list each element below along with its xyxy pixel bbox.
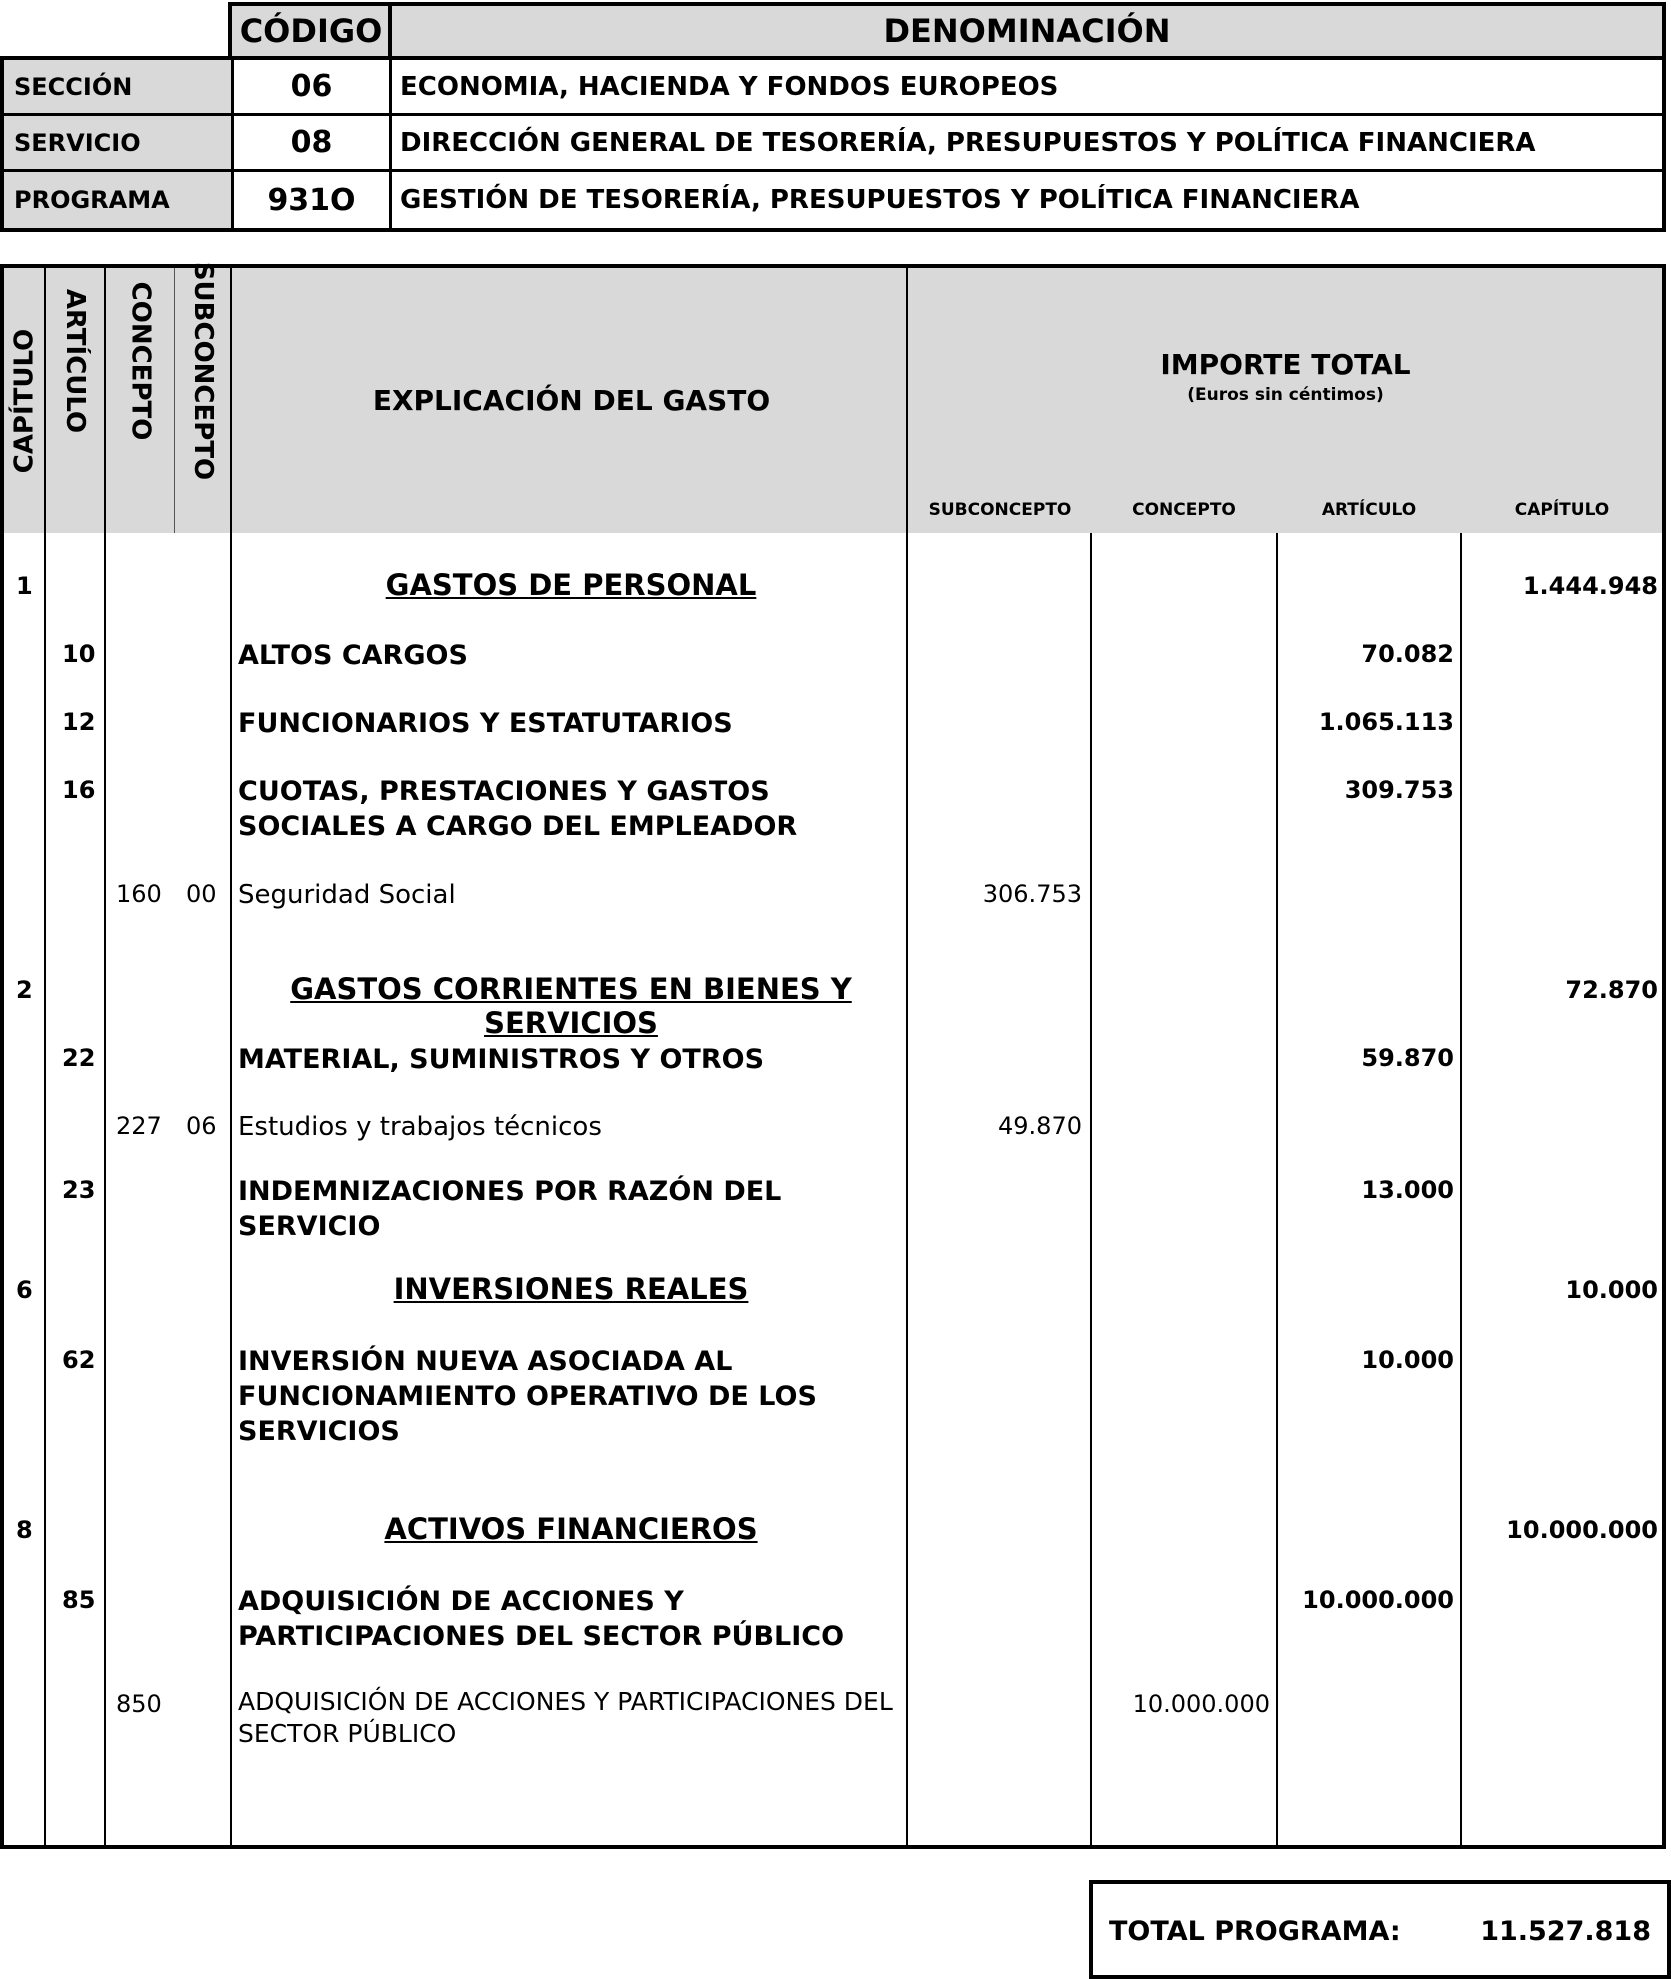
servicio-label: SERVICIO xyxy=(4,116,234,169)
importe-total-head xyxy=(909,348,1662,405)
seccion-code: 06 xyxy=(234,60,392,113)
subconcepto-col-label: SUBCONCEPTO xyxy=(188,261,218,480)
row-articulo-code: 22 xyxy=(62,1044,96,1072)
row-articulo-code: 16 xyxy=(62,776,96,804)
concepto-col-head xyxy=(106,228,174,493)
col-divider xyxy=(1276,533,1278,1845)
importe-title: IMPORTE TOTAL xyxy=(1160,348,1411,381)
programa-label: PROGRAMA xyxy=(4,172,234,228)
articulo-amount-head: ARTÍCULO xyxy=(1321,500,1417,520)
row-articulo-amount: 309.753 xyxy=(1344,776,1454,804)
col-divider xyxy=(1090,533,1092,1845)
row-capitulo-code: 1 xyxy=(16,572,33,600)
col-divider xyxy=(104,268,106,1845)
row-articulo-amount: 70.082 xyxy=(1361,640,1454,668)
importe-subtitle: (Euros sin céntimos) xyxy=(1187,385,1384,405)
row-capitulo-title: GASTOS DE PERSONAL xyxy=(385,568,757,602)
row-articulo-desc: INDEMNIZACIONES POR RAZÓN DEL SERVICIO xyxy=(238,1176,782,1242)
row-articulo-desc: MATERIAL, SUMINISTROS Y OTROS xyxy=(238,1044,765,1075)
programa-desc: GESTIÓN DE TESORERÍA, PRESUPUESTOS Y POLÍTICA FINANCIERA xyxy=(400,185,1360,215)
denominacion-header: DENOMINACIÓN xyxy=(388,2,1666,60)
row-capitulo-title: INVERSIONES REALES xyxy=(393,1272,749,1306)
subconcepto-col-head xyxy=(176,238,230,503)
row-capitulo-amount: 10.000 xyxy=(1565,1276,1658,1304)
total-value: 11.527.818 xyxy=(1480,1916,1651,1947)
row-articulo-amount: 1.065.113 xyxy=(1318,708,1454,736)
capitulo-amount-head: CAPÍTULO xyxy=(1514,500,1610,520)
row-articulo-code: 85 xyxy=(62,1586,96,1614)
row-capitulo-code: 8 xyxy=(16,1516,33,1544)
concepto-col-label: CONCEPTO xyxy=(125,281,155,440)
row-concepto-desc: ADQUISICIÓN DE ACCIONES Y PARTICIPACIONES DEL SECTOR PÚBLICO xyxy=(238,1687,893,1748)
identification-rows xyxy=(0,56,1666,232)
servicio-row xyxy=(4,116,1662,172)
seccion-row xyxy=(4,60,1662,116)
row-capitulo-code: 6 xyxy=(16,1276,33,1304)
col-divider xyxy=(230,268,232,1845)
row-articulo-amount: 13.000 xyxy=(1361,1176,1454,1204)
row-articulo-code: 10 xyxy=(62,640,96,668)
row-articulo-amount: 59.870 xyxy=(1361,1044,1454,1072)
codigo-header: CÓDIGO xyxy=(228,2,390,60)
row-capitulo-title: ACTIVOS FINANCIEROS xyxy=(384,1512,758,1546)
row-articulo-desc: ALTOS CARGOS xyxy=(238,640,468,671)
concepto-amount-head: CONCEPTO xyxy=(1132,500,1236,520)
articulo-col-head xyxy=(46,228,104,493)
seccion-label: SECCIÓN xyxy=(4,60,234,113)
row-subconcepto-amount: 306.753 xyxy=(982,880,1082,908)
row-articulo-desc: CUOTAS, PRESTACIONES Y GASTOS SOCIALES A CARGO DEL EMPLEADOR xyxy=(238,776,798,842)
row-articulo-code: 23 xyxy=(62,1176,96,1204)
col-divider xyxy=(174,268,175,533)
subconcepto-amount-head: SUBCONCEPTO xyxy=(928,500,1072,520)
row-subconcepto-desc: Estudios y trabajos técnicos xyxy=(238,1112,602,1142)
row-articulo-code: 62 xyxy=(62,1346,96,1374)
expense-table xyxy=(0,261,1666,1849)
programa-code: 931O xyxy=(234,172,392,228)
row-articulo-desc: FUNCIONARIOS Y ESTATUTARIOS xyxy=(238,708,733,739)
row-subconcepto-code: 06 xyxy=(186,1112,217,1140)
programa-row xyxy=(4,172,1662,228)
capitulo-col-label: CAPÍTULO xyxy=(9,328,39,473)
row-concepto-code: 227 xyxy=(116,1112,162,1140)
capitulo-col-head xyxy=(4,268,44,533)
total-programa-box xyxy=(1089,1880,1671,1979)
identification-table xyxy=(0,0,1671,232)
row-articulo-amount: 10.000 xyxy=(1361,1346,1454,1374)
seccion-desc: ECONOMIA, HACIENDA Y FONDOS EUROPEOS xyxy=(400,71,1059,102)
explicacion-col-head: EXPLICACIÓN DEL GASTO xyxy=(372,384,771,417)
row-capitulo-amount: 72.870 xyxy=(1565,976,1658,1004)
row-subconcepto-desc: Seguridad Social xyxy=(238,880,456,910)
servicio-code: 08 xyxy=(234,116,392,169)
row-capitulo-code: 2 xyxy=(16,976,33,1004)
row-concepto-code: 850 xyxy=(116,1690,162,1718)
row-concepto-amount: 10.000.000 xyxy=(1132,1690,1270,1718)
articulo-col-label: ARTÍCULO xyxy=(60,288,91,433)
row-articulo-amount: 10.000.000 xyxy=(1302,1586,1454,1614)
row-concepto-code: 160 xyxy=(116,880,162,908)
row-articulo-desc: INVERSIÓN NUEVA ASOCIADA AL FUNCIONAMIENTO OPERATIVO DE LOS SERVICIOS xyxy=(238,1346,817,1447)
row-capitulo-amount: 10.000.000 xyxy=(1506,1516,1658,1544)
row-articulo-desc: ADQUISICIÓN DE ACCIONES Y PARTICIPACIONES DEL SECTOR PÚBLICO xyxy=(238,1586,845,1652)
row-capitulo-amount: 1.444.948 xyxy=(1522,572,1658,600)
row-subconcepto-code: 00 xyxy=(186,880,217,908)
total-label: TOTAL PROGRAMA: xyxy=(1109,1916,1401,1947)
row-articulo-code: 12 xyxy=(62,708,96,736)
row-subconcepto-amount: 49.870 xyxy=(998,1112,1082,1140)
servicio-desc: DIRECCIÓN GENERAL DE TESORERÍA, PRESUPUESTOS Y POLÍTICA FINANCIERA xyxy=(400,127,1536,158)
row-capitulo-title: GASTOS CORRIENTES EN BIENES Y SERVICIOS xyxy=(290,972,852,1040)
col-divider xyxy=(1460,533,1462,1845)
col-divider xyxy=(44,268,46,1845)
